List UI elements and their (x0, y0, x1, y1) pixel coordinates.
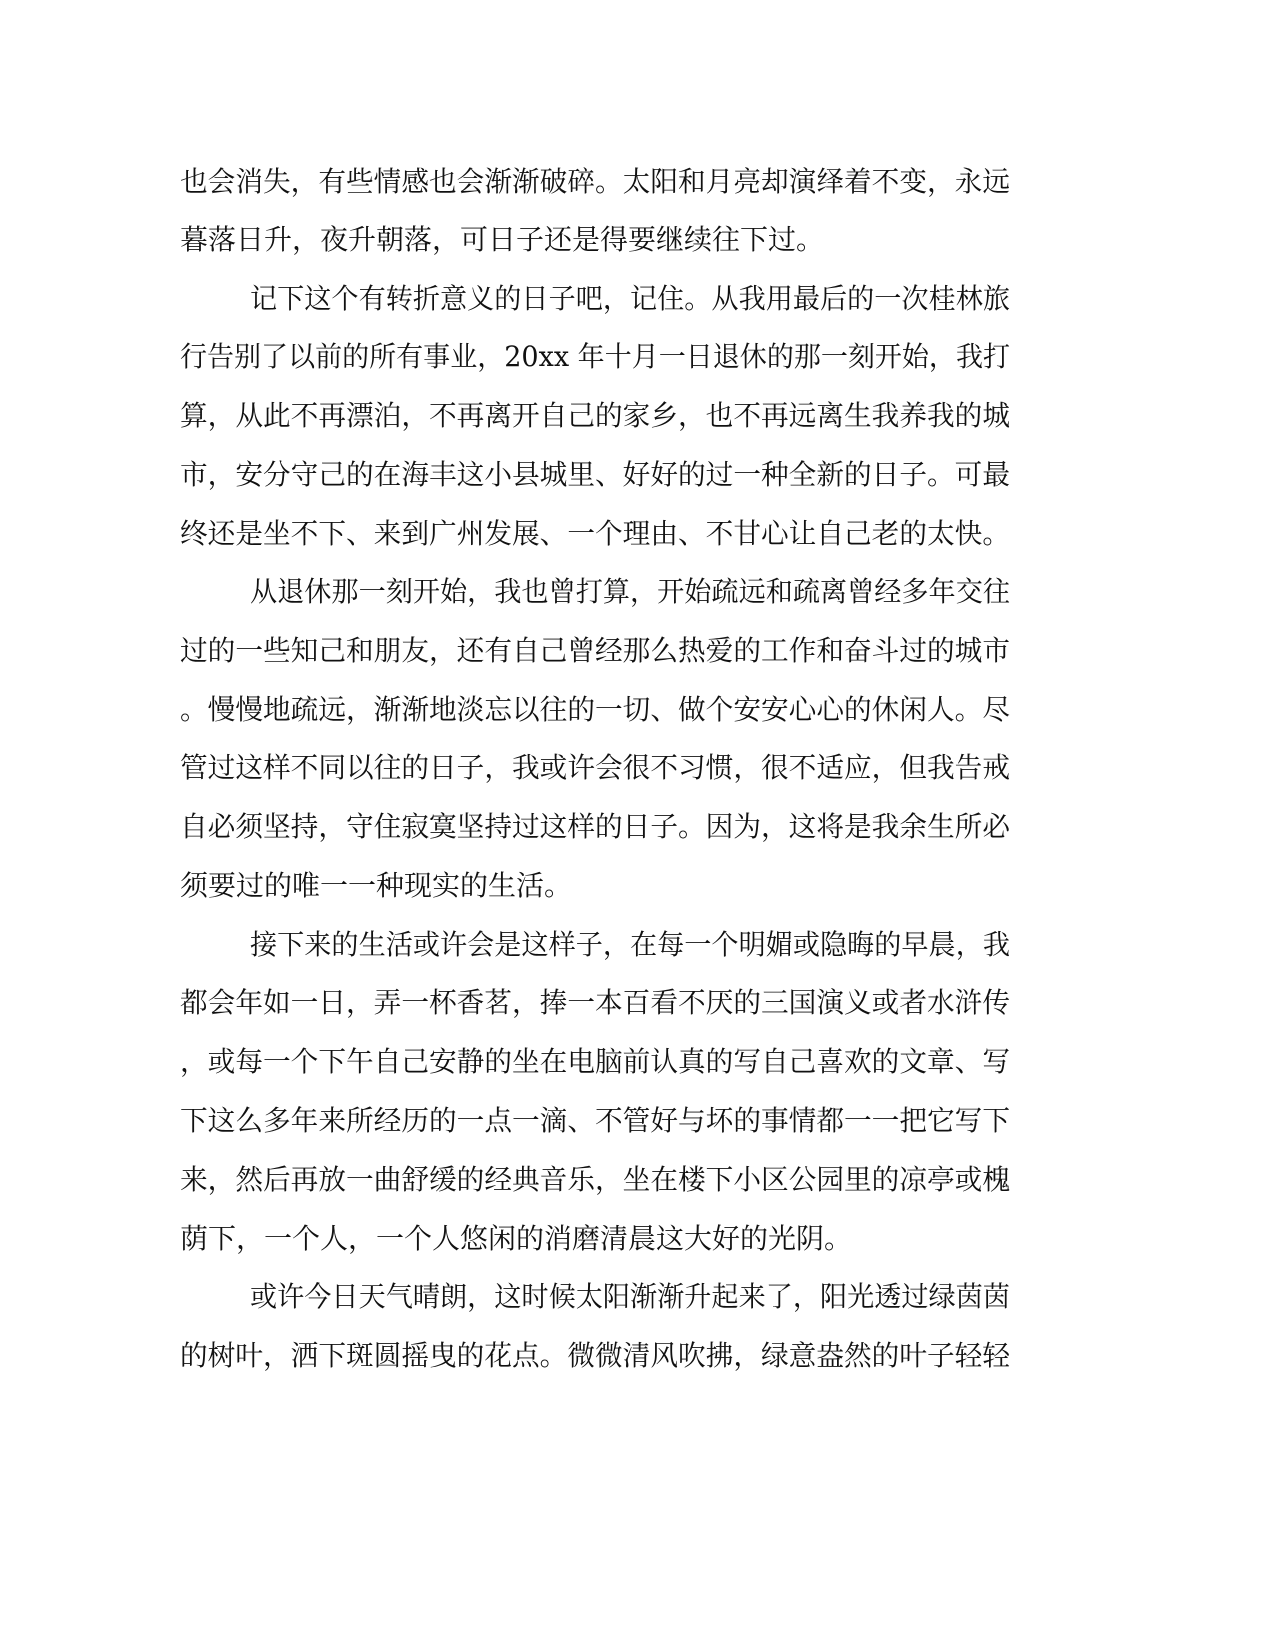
text-line: ，或每一个下午自己安静的坐在电脑前认真的写自己喜欢的文章、写 (180, 1045, 1010, 1078)
text-line: 。慢慢地疏远，渐渐地淡忘以往的一切、做个安安心心的休闲人。尽 (180, 693, 1010, 726)
text-line: 也会消失，有些情感也会渐渐破碎。太阳和月亮却演绎着不变，永远 (180, 165, 1010, 198)
text-line: 市，安分守己的在海丰这小县城里、好好的过一种全新的日子。可最 (180, 458, 1010, 491)
text-line: 接下来的生活或许会是这样子，在每一个明媚或隐晦的早晨，我 (250, 928, 1010, 961)
text-line: 算，从此不再漂泊，不再离开自己的家乡，也不再远离生我养我的城 (180, 399, 1010, 432)
text-line: 从退休那一刻开始，我也曾打算，开始疏远和疏离曾经多年交往 (250, 575, 1010, 608)
text-line: 或许今日天气晴朗，这时候太阳渐渐升起来了，阳光透过绿茵茵 (250, 1280, 1010, 1313)
text-line: 过的一些知己和朋友，还有自己曾经那么热爱的工作和奋斗过的城市 (180, 634, 1010, 667)
text-line: 记下这个有转折意义的日子吧，记住。从我用最后的一次桂林旅 (250, 282, 1010, 315)
text-line: 管过这样不同以往的日子，我或许会很不习惯，很不适应，但我告戒 (180, 751, 1010, 784)
text-line: 自必须坚持，守住寂寞坚持过这样的日子。因为，这将是我余生所必 (180, 810, 1010, 843)
text-line: 行告别了以前的所有事业，20xx 年十月一日退休的那一刻开始，我打 (180, 340, 1010, 373)
text-line: 须要过的唯一一种现实的生活。 (180, 869, 573, 902)
text-line: 下这么多年来所经历的一点一滴、不管好与坏的事情都一一把它写下 (180, 1104, 1010, 1137)
text-line: 荫下，一个人，一个人悠闲的消磨清晨这大好的光阴。 (180, 1222, 853, 1255)
text-line: 暮落日升，夜升朝落，可日子还是得要继续往下过。 (180, 223, 825, 256)
text-line: 来，然后再放一曲舒缓的经典音乐，坐在楼下小区公园里的凉亭或槐 (180, 1163, 1010, 1196)
text-line: 终还是坐不下、来到广州发展、一个理由、不甘心让自己老的太快。 (180, 517, 1010, 550)
text-line: 都会年如一日，弄一杯香茗，捧一本百看不厌的三国演义或者水浒传 (180, 986, 1010, 1019)
text-line: 的树叶，洒下斑圆摇曳的花点。微微清风吹拂，绿意盎然的叶子轻轻 (180, 1339, 1010, 1372)
